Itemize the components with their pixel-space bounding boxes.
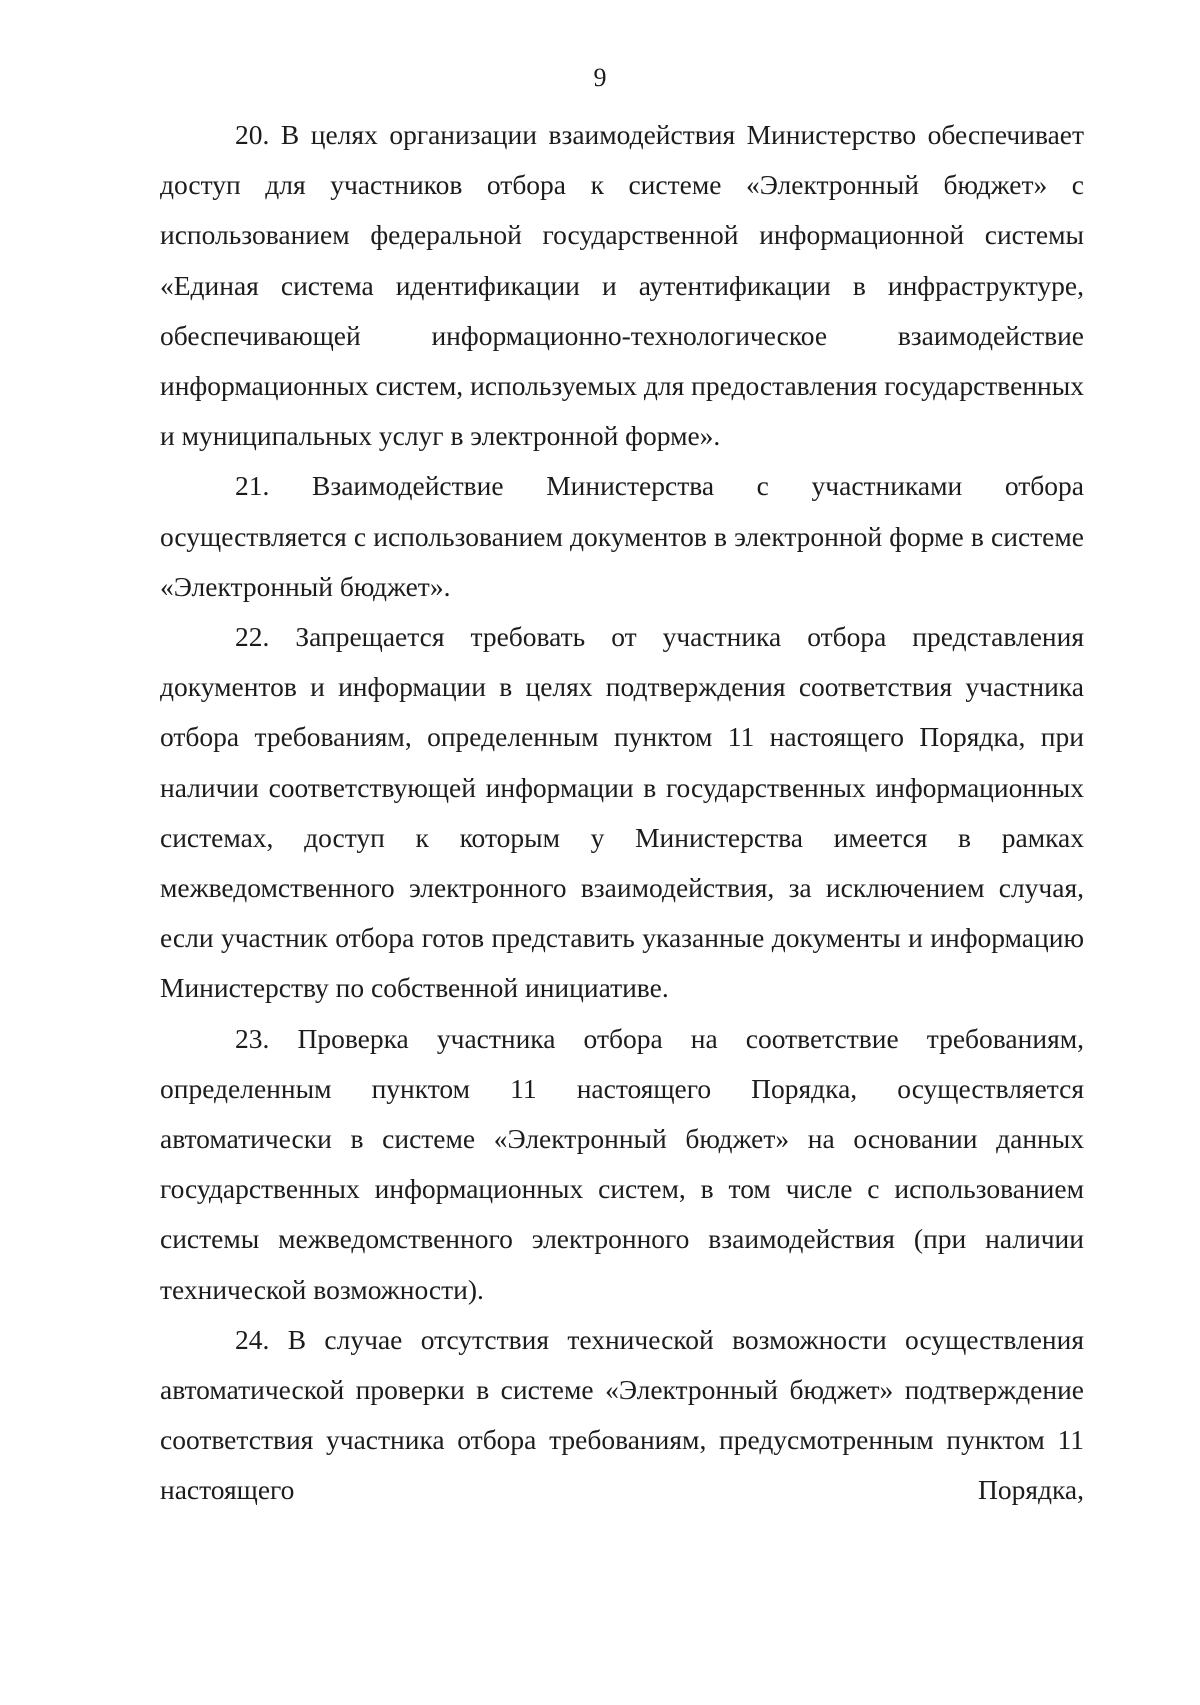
- paragraph-23: 23. Проверка участника отбора на соответствие требованиям, определенным пунктом 11 настоящего Порядка, осуществляется автоматически в системе «Электронный бюджет» на основании данных государственных информационных систем, в том числе с использованием системы межведомственного электронного взаимодействия (при наличии технической возможности).: [160, 1022, 1084, 1305]
- document-body: [160, 110, 1084, 1516]
- paragraph-24: 24. В случае отсутствия технической возможности осуществления автоматической проверки в системе «Электронный бюджет» подтверждение соответствия участника отбора требованиям, предусмотренным пунктом 11 настоящего Порядка,: [160, 1323, 1084, 1506]
- paragraph-20: 20. В целях организации взаимодействия Министерство обеспечивает доступ для участников отбора к системе «Электронный бюджет» с использованием федеральной государственной информационной системы «Единая система идентификации и аутентификации в инфраструктуре, обеспечивающей информационно-технологическое взаимодействие информационных систем, используемых для предоставления государственных и муниципальных услуг в электронной форме».: [160, 119, 1084, 452]
- paragraph-21: 21. Взаимодействие Министерства с участниками отбора осуществляется с использованием документов в электронной форме в системе «Электронный бюджет».: [160, 470, 1084, 602]
- paragraph-22: 22. Запрещается требовать от участника отбора представления документов и информации в целях подтверждения соответствия участника отбора требованиям, определенным пунктом 11 настоящего Порядка, при наличии соответствующей информации в государственных информационных системах, доступ к которым у Министерства имеется в рамках межведомственного электронного взаимодействия, за исключением случая, если участник отбора готов представить указанные документы и информацию Министерству по собственной инициативе.: [160, 621, 1084, 1004]
- page-number: 9: [593, 63, 607, 92]
